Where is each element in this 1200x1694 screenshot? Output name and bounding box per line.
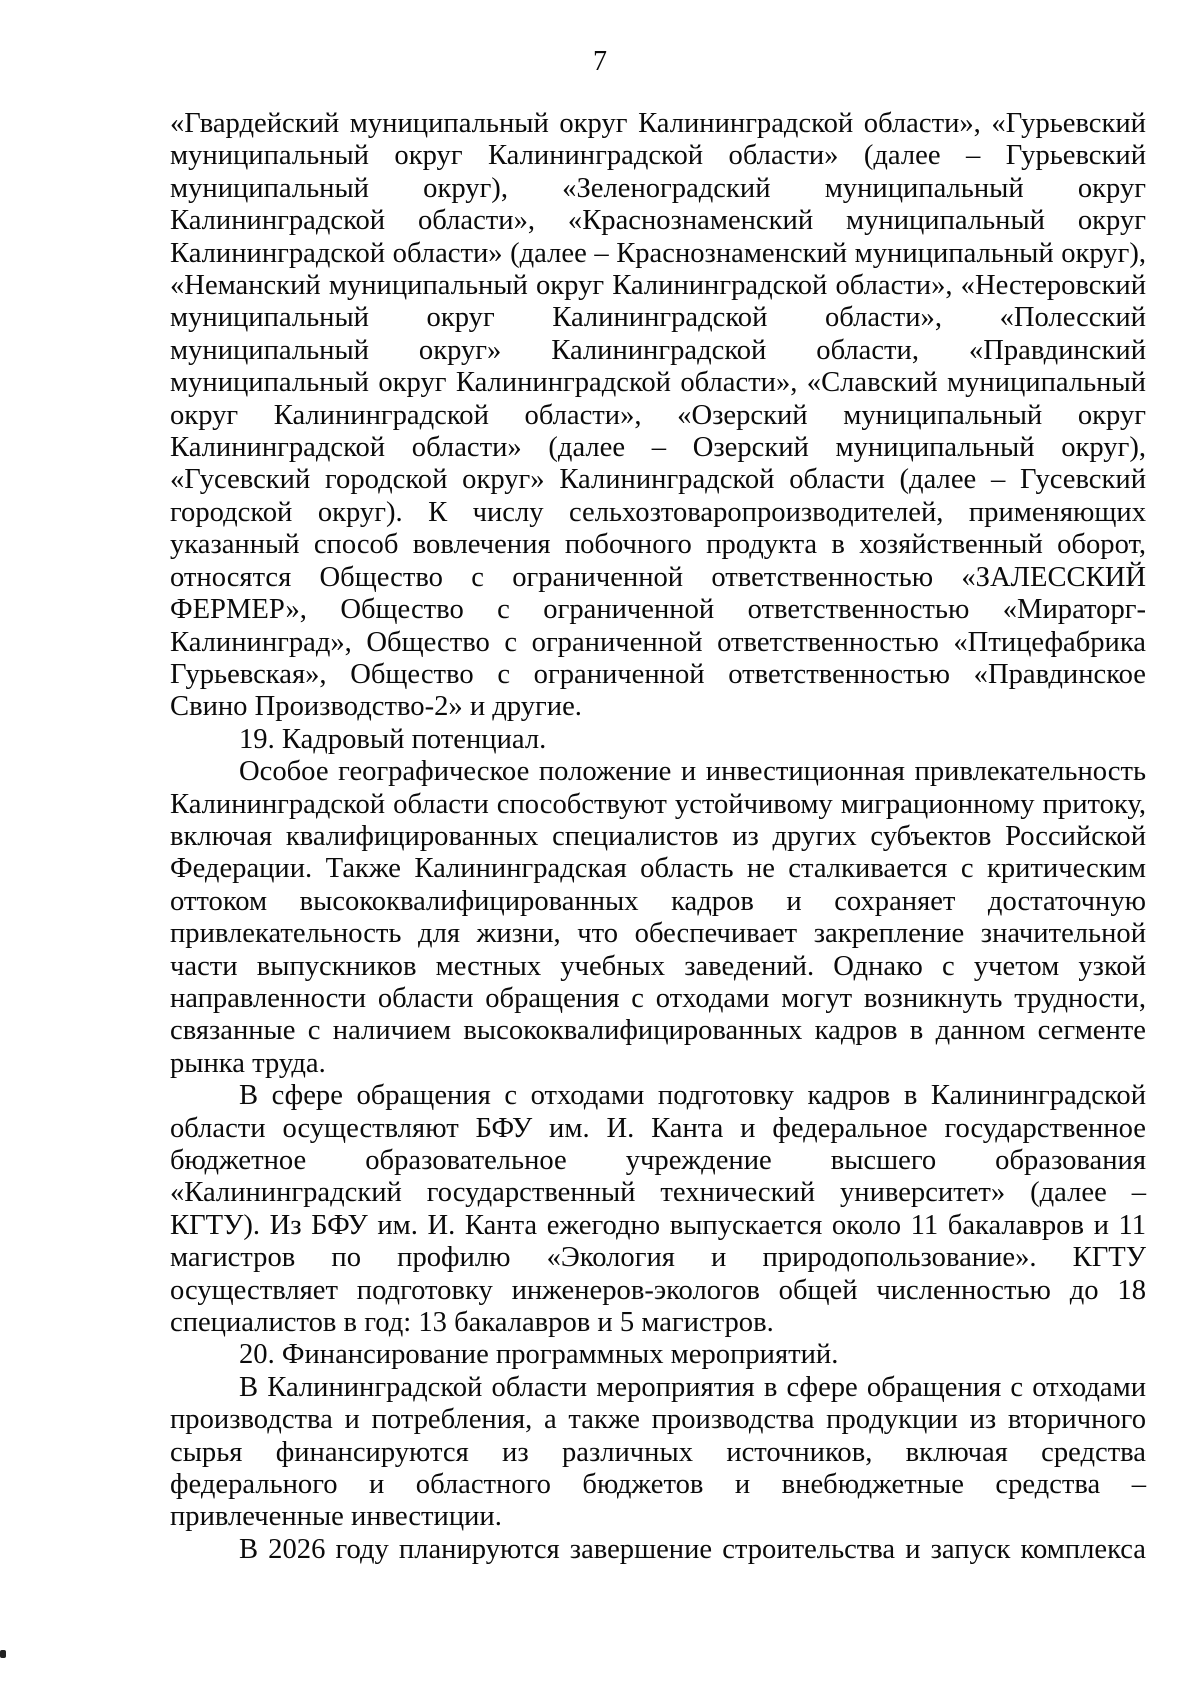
- paragraph-2026-plans: В 2026 году планируются завершение строительства и запуск комплекса: [239, 1533, 1146, 1565]
- paragraph-personnel-training: В сфере обращения с отходами подготовку кадров в Калининградской области осуществляют БФУ им. И. Канта и федеральное государственное бюджетное образовательное учреждение высшего образования «Калининградский государственный технический университет» (далее – КГТУ). Из БФУ им. И. Канта ежегодно выпускается около 11 бакалавров и 11 магистров по профилю «Экология и природопользование». КГТУ осуществляет подготовку инженеров-экологов общей численностью до 18 специалистов в год: 13 бакалавров и 5 магистров.: [170, 1080, 1146, 1339]
- page-number: 7: [593, 46, 607, 77]
- paragraph-financing-sources: В Калининградской области мероприятия в сфере обращения с отходами производства и потребления, а также производства продукции из вторичного сырья финансируются из различных источников, включая средства федерального и областного бюджетов и внебюджетные средства – привлеченные инвестиции.: [170, 1371, 1146, 1533]
- paragraph-workforce-potential: Особое географическое положение и инвестиционная привлекательность Калининградской области способствуют устойчивому миграционному притоку, включая квалифицированных специалистов из других субъектов Российской Федерации. Также Калининградская область не сталкивается с критическим оттоком высококвалифицированных кадров и сохраняет достаточную привлекательность для жизни, что обеспечивает закрепление значительной части выпускников местных учебных заведений. Однако с учетом узкой направленности области обращения с отходами могут возникнуть трудности, связанные с наличием высококвалифицированных кадров в данном сегменте рынка труда.: [170, 756, 1146, 1079]
- paragraph-districts-and-producers: «Гвардейский муниципальный округ Калининградской области», «Гурьевский муниципальный округ Калининградской области» (далее – Гурьевский муниципальный округ), «Зеленоградский муниципальный округ Калининградской области», «Краснознаменский муниципальный округ Калининградской области» (далее – Краснознаменский муниципальный округ), «Неманский муниципальный округ Калининградской области», «Нестеровский муниципальный округ Калининградской области», «Полесский муниципальный округ» Калининградской области, «Правдинский муниципальный округ Калининградской области», «Славский муниципальный округ Калининградской области», «Озерский муниципальный округ Калининградской области» (далее – Озерский муниципальный округ), «Гусевский городской округ» Калининградской области (далее – Гусевский городской округ). К числу сельхозтоваропроизводителей, применяющих указанный способ вовлечения побочного продукта в хозяйственный оборот, относятся Общество с ограниченной ответственностью «ЗАЛЕССКИЙ ФЕРМЕР», Общество с ограниченной ответственностью «Мираторг-Калининград», Общество с ограниченной ответственностью «Птицефабрика Гурьевская», Общество с ограниченной ответственностью «Правдинское Свино Производство-2» и другие.: [170, 108, 1146, 723]
- scan-mark: [0, 1650, 6, 1658]
- section-heading-19: 19. Кадровый потенциал.: [239, 723, 547, 755]
- body-text: [170, 108, 1146, 1566]
- section-heading-20: 20. Финансирование программных мероприятий.: [239, 1339, 839, 1371]
